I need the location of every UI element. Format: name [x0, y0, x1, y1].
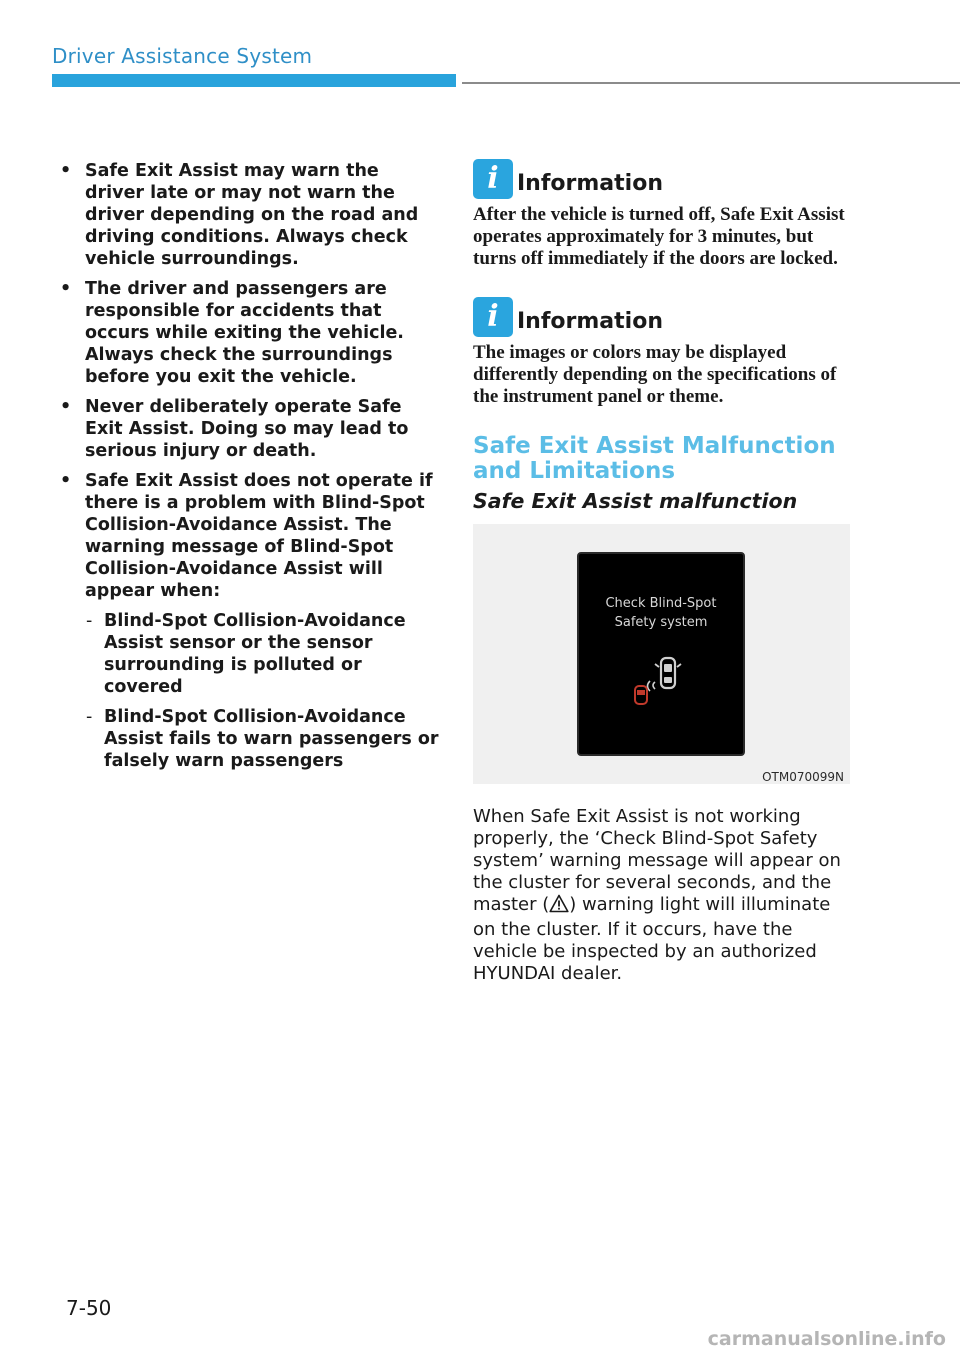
information-box [473, 296, 853, 408]
information-title: Information [517, 308, 663, 334]
bullet-text: Safe Exit Assist does not operate if there is a problem with Blind-Spot Collision-Avoidance Assist. The warning message of Blind-Spot Collision-Avoidance Assist will appear when: [85, 471, 433, 601]
subsection-title: Safe Exit Assist malfunction [473, 489, 798, 513]
malfunction-description [473, 806, 853, 985]
bullet-item [58, 470, 440, 602]
bullet-item [58, 396, 440, 462]
bullet-text: The driver and passengers are responsible for accidents that occurs while exiting the vehicle. Always check the surroundings before you exit the vehicle. [85, 279, 404, 387]
cluster-message-line-2: Safety system [614, 615, 708, 630]
section-header-title: Driver Assistance System [52, 44, 313, 68]
cluster-message-line-1: Check Blind-Spot [605, 596, 717, 611]
page-number: 7-50 [66, 1296, 112, 1320]
information-text: After the vehicle is turned off, Safe Exit Assist operates approximately for 3 minutes, but turns off immediately if the doors are locked. [473, 204, 845, 269]
left-column [58, 160, 440, 772]
bullet-text: Never deliberately operate Safe Exit Assist. Doing so may lead to serious injury or death. [85, 397, 409, 461]
information-box [473, 158, 853, 270]
bullet-text: Safe Exit Assist may warn the driver late or may not warn the driver depending on the road and driving conditions. Always check vehicle surroundings. [85, 161, 419, 269]
sub-bullet-text: Blind-Spot Collision-Avoidance Assist fails to warn passengers or falsely warn passengers [104, 707, 439, 771]
sub-bullet-text: Blind-Spot Collision-Avoidance Assist sensor or the sensor surrounding is polluted or covered [104, 611, 406, 697]
bullet-item [58, 278, 440, 388]
bullet-item [58, 160, 440, 270]
sub-bullet-item [58, 706, 440, 772]
master-warning-icon [549, 894, 569, 919]
header-rule [462, 82, 960, 84]
description-text-before: When Safe Exit Assist is not working properly, the ‘Check Blind-Spot Safety system’ warning message will appear on the cluster for several seconds, and the master ( [473, 806, 841, 915]
information-heading [473, 296, 853, 338]
bullet-dot: • [60, 471, 72, 491]
information-heading [473, 158, 853, 200]
dash-marker: - [86, 707, 93, 727]
bullet-dot: • [60, 279, 72, 299]
description-text-after: ) warning light will illuminate on the cluster. If it occurs, have the vehicle be inspected by an authorized HYUNDAI dealer. [473, 894, 831, 984]
blind-spot-car-icon [579, 554, 743, 754]
watermark: carmanualsonline.info [707, 1328, 946, 1350]
information-text: The images or colors may be displayed differently depending on the specifications of the instrument panel or theme. [473, 342, 837, 407]
information-title: Information [517, 170, 663, 196]
bullet-dot: • [60, 397, 72, 417]
cluster-display [577, 552, 745, 756]
cluster-figure [473, 524, 850, 784]
sub-bullet-item [58, 610, 440, 698]
bullet-dot: • [60, 161, 72, 181]
info-icon: i [473, 159, 513, 199]
info-icon: i [473, 297, 513, 337]
dash-marker: - [86, 611, 93, 631]
header-accent-bar [52, 74, 456, 87]
right-column [473, 158, 853, 985]
section-title: Safe Exit Assist Malfunction and Limitations [473, 433, 836, 484]
figure-code: OTM070099N [762, 770, 844, 784]
